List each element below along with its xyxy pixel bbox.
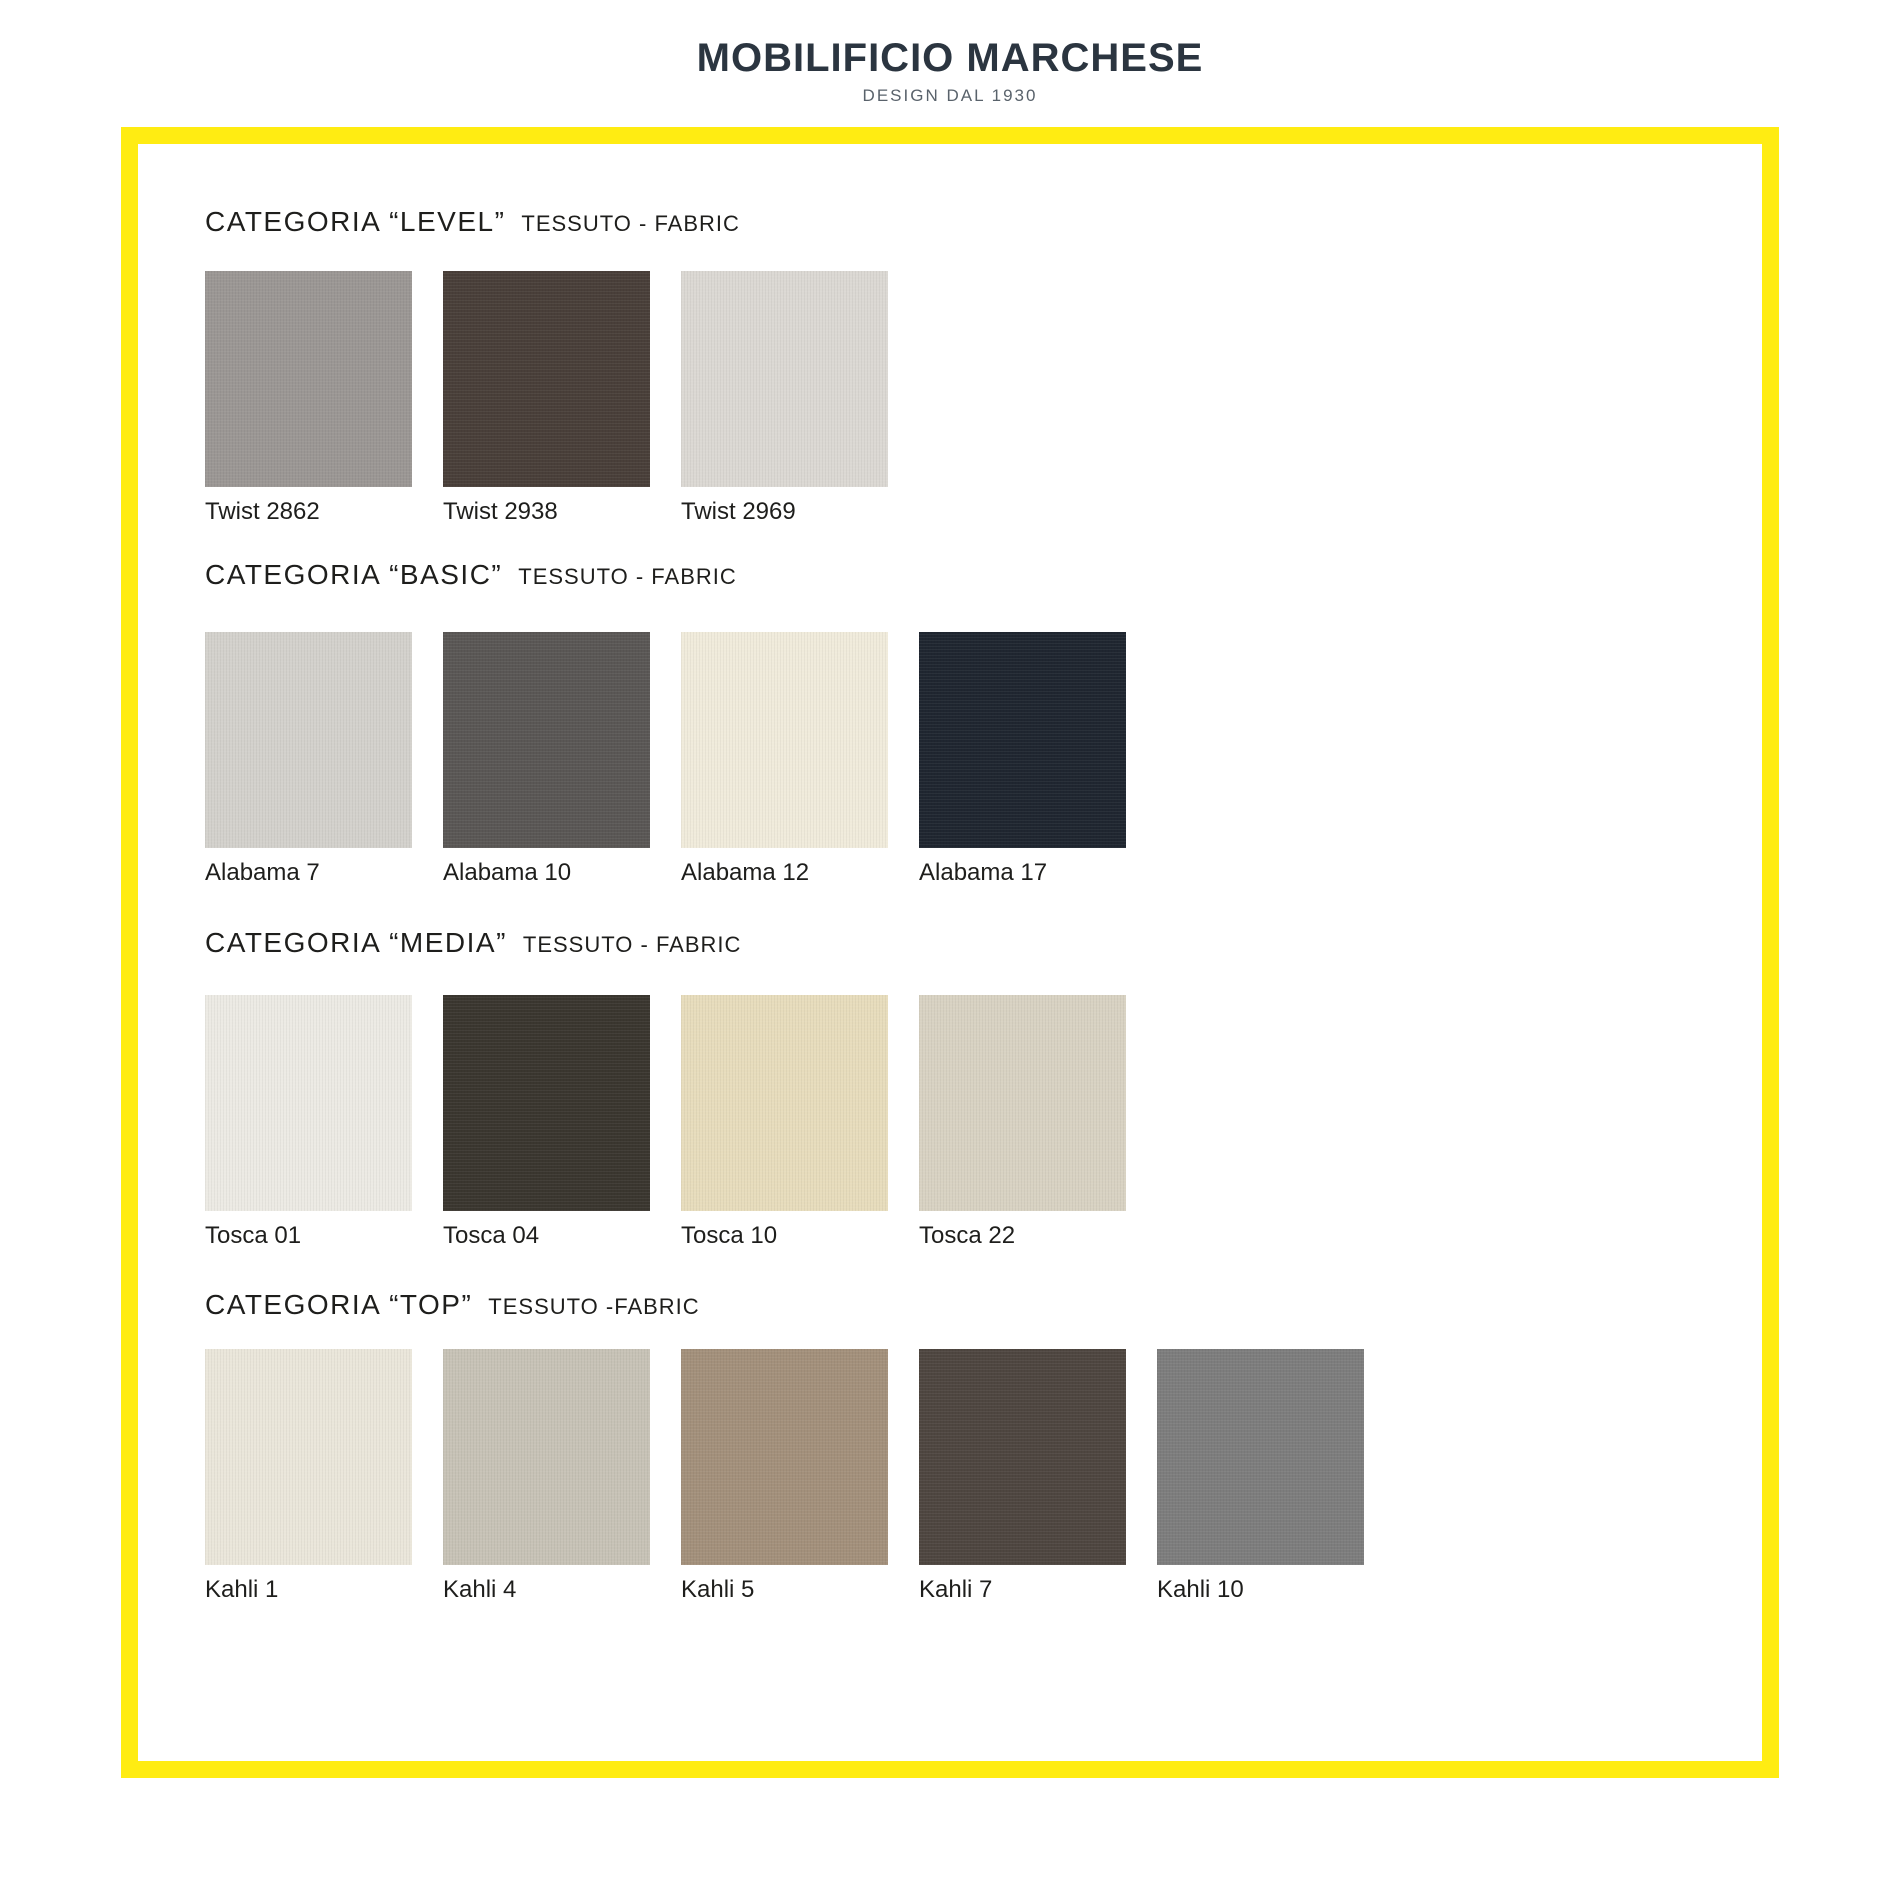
swatch-cell — [681, 632, 888, 886]
category-section-basic — [205, 558, 1605, 886]
fabric-swatch — [443, 995, 650, 1211]
category-section-media — [205, 926, 1605, 1249]
swatch-label: Kahli 1 — [205, 1576, 279, 1603]
fabric-swatch — [205, 271, 412, 487]
swatch-label: Twist 2938 — [443, 498, 558, 525]
swatch-label: Alabama 7 — [205, 859, 320, 886]
fabric-swatch — [681, 271, 888, 487]
category-section-top — [205, 1288, 1605, 1603]
fabric-swatch — [919, 995, 1126, 1211]
fabric-swatch — [443, 271, 650, 487]
swatch-label: Tosca 10 — [681, 1222, 778, 1249]
swatch-cell — [205, 1349, 412, 1603]
swatch-cell — [1157, 1349, 1364, 1603]
swatch-cell — [919, 995, 1126, 1249]
fabric-swatch — [1157, 1349, 1364, 1565]
swatch-label: Kahli 5 — [681, 1576, 755, 1603]
swatch-label: Kahli 4 — [443, 1576, 517, 1603]
fabric-swatch — [443, 632, 650, 848]
swatch-label: Kahli 7 — [919, 1576, 993, 1603]
swatch-label: Twist 2862 — [205, 498, 320, 525]
category-subtitle: TESSUTO - FABRIC — [522, 932, 742, 957]
swatch-cell — [443, 271, 650, 525]
swatch-label: Tosca 04 — [443, 1222, 540, 1249]
fabric-swatch — [205, 1349, 412, 1565]
swatch-cell — [919, 632, 1126, 886]
swatch-cell — [205, 995, 412, 1249]
fabric-swatch — [919, 632, 1126, 848]
swatch-cell — [681, 271, 888, 525]
category-heading — [205, 1288, 1605, 1324]
swatch-cell — [681, 995, 888, 1249]
swatch-grid — [205, 271, 1605, 525]
category-title: CATEGORIA “BASIC” — [205, 559, 503, 590]
category-heading — [205, 926, 1605, 962]
brand-header — [0, 36, 1900, 106]
category-title: CATEGORIA “MEDIA” — [205, 927, 507, 958]
category-subtitle: TESSUTO -FABRIC — [488, 1294, 700, 1319]
swatch-cell — [443, 995, 650, 1249]
category-subtitle: TESSUTO - FABRIC — [518, 564, 737, 589]
brand-tagline: DESIGN DAL 1930 — [862, 86, 1038, 105]
fabric-swatch — [681, 1349, 888, 1565]
swatch-label: Twist 2969 — [681, 498, 796, 525]
category-title: CATEGORIA “TOP” — [205, 1289, 473, 1320]
swatch-cell — [205, 632, 412, 886]
fabric-swatch — [681, 632, 888, 848]
swatch-label: Kahli 10 — [1157, 1576, 1244, 1603]
category-heading — [205, 558, 1605, 594]
category-heading — [205, 205, 1605, 241]
swatch-grid — [205, 1349, 1605, 1603]
swatch-label: Alabama 12 — [681, 859, 810, 886]
swatch-cell — [919, 1349, 1126, 1603]
swatch-cell — [443, 1349, 650, 1603]
brand-logo: MOBILIFICIO MARCHESE — [696, 36, 1204, 80]
category-title: CATEGORIA “LEVEL” — [205, 206, 506, 237]
fabric-swatch — [443, 1349, 650, 1565]
category-subtitle: TESSUTO - FABRIC — [521, 211, 740, 236]
swatch-cell — [443, 632, 650, 886]
fabric-swatch — [919, 1349, 1126, 1565]
swatch-cell — [681, 1349, 888, 1603]
fabric-swatch — [205, 632, 412, 848]
swatch-label: Tosca 01 — [205, 1222, 302, 1249]
swatch-grid — [205, 632, 1605, 886]
swatch-label: Tosca 22 — [919, 1222, 1016, 1249]
swatch-label: Alabama 10 — [443, 859, 572, 886]
category-section-level — [205, 205, 1605, 525]
swatch-cell — [205, 271, 412, 525]
fabric-swatch — [205, 995, 412, 1211]
fabric-swatch — [681, 995, 888, 1211]
swatch-grid — [205, 995, 1605, 1249]
swatch-label: Alabama 17 — [919, 859, 1048, 886]
